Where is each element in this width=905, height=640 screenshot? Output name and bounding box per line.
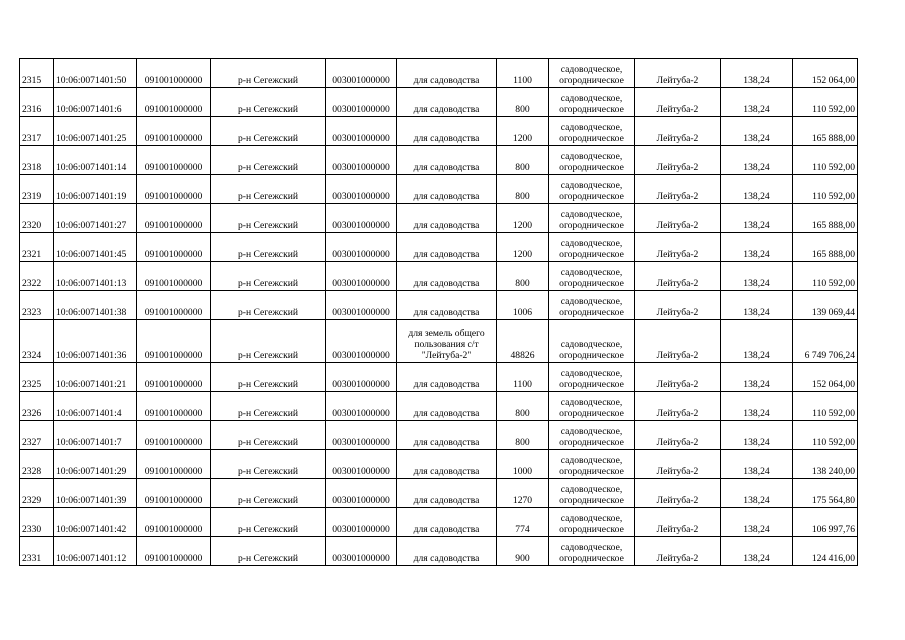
row-number-cell: 2329 — [20, 479, 54, 508]
cadastral-value-cell: 175 564,80 — [793, 479, 858, 508]
table-body — [20, 59, 858, 566]
location-cell: Лейтуба-2 — [635, 479, 721, 508]
row-number-cell: 2318 — [20, 146, 54, 175]
table-row — [20, 117, 858, 146]
okato-code-cell: 091001000000 — [137, 291, 211, 320]
area-cell: 1100 — [497, 59, 549, 88]
district-cell: р-н Сегежский — [211, 421, 326, 450]
permitted-use-cell: для садоводства — [397, 421, 497, 450]
row-number-cell: 2322 — [20, 262, 54, 291]
okato-code-cell: 091001000000 — [137, 233, 211, 262]
permitted-use-cell: для садоводства — [397, 479, 497, 508]
location-cell: Лейтуба-2 — [635, 233, 721, 262]
specific-value-cell: 138,24 — [721, 363, 793, 392]
cadastral-number-cell: 10:06:0071401:6 — [54, 88, 137, 117]
okato-code-cell: 091001000000 — [137, 450, 211, 479]
permitted-use-cell: для садоводства — [397, 262, 497, 291]
specific-value-cell: 138,24 — [721, 175, 793, 204]
okato-code-cell: 091001000000 — [137, 479, 211, 508]
specific-value-cell: 138,24 — [721, 146, 793, 175]
cadastral-number-cell: 10:06:0071401:39 — [54, 479, 137, 508]
area-cell: 774 — [497, 508, 549, 537]
location-cell: Лейтуба-2 — [635, 291, 721, 320]
cadastral-number-cell: 10:06:0071401:36 — [54, 320, 137, 363]
cadastral-number-cell: 10:06:0071401:27 — [54, 204, 137, 233]
area-cell: 800 — [497, 88, 549, 117]
district-cell: р-н Сегежский — [211, 88, 326, 117]
specific-value-cell: 138,24 — [721, 508, 793, 537]
use-type-cell: садоводческое, огородническое — [549, 175, 635, 204]
use-type-cell: садоводческое, огородническое — [549, 262, 635, 291]
location-cell: Лейтуба-2 — [635, 363, 721, 392]
use-type-cell: садоводческое, огородническое — [549, 392, 635, 421]
cadastral-value-cell: 106 997,76 — [793, 508, 858, 537]
category-code-cell: 003001000000 — [326, 363, 397, 392]
cadastral-number-cell: 10:06:0071401:7 — [54, 421, 137, 450]
cadastral-number-cell: 10:06:0071401:19 — [54, 175, 137, 204]
permitted-use-cell: для садоводства — [397, 392, 497, 421]
permitted-use-cell: для садоводства — [397, 146, 497, 175]
table-row — [20, 233, 858, 262]
category-code-cell: 003001000000 — [326, 262, 397, 291]
use-type-cell: садоводческое, огородническое — [549, 59, 635, 88]
cadastral-value-cell: 152 064,00 — [793, 363, 858, 392]
district-cell: р-н Сегежский — [211, 363, 326, 392]
location-cell: Лейтуба-2 — [635, 59, 721, 88]
okato-code-cell: 091001000000 — [137, 88, 211, 117]
category-code-cell: 003001000000 — [326, 204, 397, 233]
okato-code-cell: 091001000000 — [137, 508, 211, 537]
district-cell: р-н Сегежский — [211, 146, 326, 175]
permitted-use-cell: для земель общего пользования с/т "Лейтуба-2" — [397, 320, 497, 363]
location-cell: Лейтуба-2 — [635, 88, 721, 117]
cadastral-value-cell: 165 888,00 — [793, 233, 858, 262]
table-row — [20, 204, 858, 233]
permitted-use-cell: для садоводства — [397, 233, 497, 262]
row-number-cell: 2327 — [20, 421, 54, 450]
location-cell: Лейтуба-2 — [635, 117, 721, 146]
table-row — [20, 291, 858, 320]
category-code-cell: 003001000000 — [326, 450, 397, 479]
permitted-use-cell: для садоводства — [397, 450, 497, 479]
area-cell: 800 — [497, 392, 549, 421]
use-type-cell: садоводческое, огородническое — [549, 88, 635, 117]
row-number-cell: 2317 — [20, 117, 54, 146]
cadastral-value-cell: 110 592,00 — [793, 392, 858, 421]
specific-value-cell: 138,24 — [721, 262, 793, 291]
table-row — [20, 262, 858, 291]
cadastral-value-cell: 152 064,00 — [793, 59, 858, 88]
area-cell: 1200 — [497, 204, 549, 233]
use-type-cell: садоводческое, огородническое — [549, 146, 635, 175]
specific-value-cell: 138,24 — [721, 537, 793, 566]
cadastral-number-cell: 10:06:0071401:50 — [54, 59, 137, 88]
location-cell: Лейтуба-2 — [635, 421, 721, 450]
permitted-use-cell: для садоводства — [397, 117, 497, 146]
district-cell: р-н Сегежский — [211, 204, 326, 233]
location-cell: Лейтуба-2 — [635, 537, 721, 566]
okato-code-cell: 091001000000 — [137, 117, 211, 146]
okato-code-cell: 091001000000 — [137, 320, 211, 363]
table-row — [20, 146, 858, 175]
permitted-use-cell: для садоводства — [397, 59, 497, 88]
use-type-cell: садоводческое, огородническое — [549, 508, 635, 537]
table-row — [20, 59, 858, 88]
okato-code-cell: 091001000000 — [137, 537, 211, 566]
use-type-cell: садоводческое, огородническое — [549, 291, 635, 320]
cadastral-number-cell: 10:06:0071401:42 — [54, 508, 137, 537]
cadastral-number-cell: 10:06:0071401:25 — [54, 117, 137, 146]
table-row — [20, 88, 858, 117]
area-cell: 1000 — [497, 450, 549, 479]
specific-value-cell: 138,24 — [721, 479, 793, 508]
area-cell: 1270 — [497, 479, 549, 508]
cadastral-number-cell: 10:06:0071401:12 — [54, 537, 137, 566]
category-code-cell: 003001000000 — [326, 508, 397, 537]
area-cell: 800 — [497, 175, 549, 204]
district-cell: р-н Сегежский — [211, 450, 326, 479]
row-number-cell: 2316 — [20, 88, 54, 117]
cadastral-value-cell: 124 416,00 — [793, 537, 858, 566]
okato-code-cell: 091001000000 — [137, 363, 211, 392]
specific-value-cell: 138,24 — [721, 117, 793, 146]
table-row — [20, 392, 858, 421]
location-cell: Лейтуба-2 — [635, 508, 721, 537]
cadastral-value-cell: 110 592,00 — [793, 146, 858, 175]
area-cell: 800 — [497, 262, 549, 291]
permitted-use-cell: для садоводства — [397, 88, 497, 117]
permitted-use-cell: для садоводства — [397, 204, 497, 233]
table-row — [20, 450, 858, 479]
location-cell: Лейтуба-2 — [635, 392, 721, 421]
area-cell: 48826 — [497, 320, 549, 363]
specific-value-cell: 138,24 — [721, 320, 793, 363]
okato-code-cell: 091001000000 — [137, 175, 211, 204]
category-code-cell: 003001000000 — [326, 320, 397, 363]
land-parcel-table — [19, 58, 858, 566]
category-code-cell: 003001000000 — [326, 537, 397, 566]
cadastral-value-cell: 110 592,00 — [793, 421, 858, 450]
use-type-cell: садоводческое, огородническое — [549, 320, 635, 363]
area-cell: 900 — [497, 537, 549, 566]
row-number-cell: 2323 — [20, 291, 54, 320]
specific-value-cell: 138,24 — [721, 392, 793, 421]
row-number-cell: 2326 — [20, 392, 54, 421]
okato-code-cell: 091001000000 — [137, 146, 211, 175]
district-cell: р-н Сегежский — [211, 537, 326, 566]
district-cell: р-н Сегежский — [211, 508, 326, 537]
specific-value-cell: 138,24 — [721, 291, 793, 320]
cadastral-number-cell: 10:06:0071401:21 — [54, 363, 137, 392]
cadastral-value-cell: 6 749 706,24 — [793, 320, 858, 363]
permitted-use-cell: для садоводства — [397, 291, 497, 320]
table-row — [20, 421, 858, 450]
cadastral-number-cell: 10:06:0071401:38 — [54, 291, 137, 320]
district-cell: р-н Сегежский — [211, 291, 326, 320]
table-row — [20, 175, 858, 204]
cadastral-number-cell: 10:06:0071401:14 — [54, 146, 137, 175]
row-number-cell: 2315 — [20, 59, 54, 88]
cadastral-number-cell: 10:06:0071401:13 — [54, 262, 137, 291]
cadastral-value-cell: 110 592,00 — [793, 88, 858, 117]
table-row — [20, 537, 858, 566]
cadastral-value-cell: 110 592,00 — [793, 262, 858, 291]
use-type-cell: садоводческое, огородническое — [549, 117, 635, 146]
row-number-cell: 2331 — [20, 537, 54, 566]
specific-value-cell: 138,24 — [721, 59, 793, 88]
use-type-cell: садоводческое, огородническое — [549, 233, 635, 262]
row-number-cell: 2324 — [20, 320, 54, 363]
permitted-use-cell: для садоводства — [397, 363, 497, 392]
district-cell: р-н Сегежский — [211, 233, 326, 262]
area-cell: 1200 — [497, 233, 549, 262]
row-number-cell: 2320 — [20, 204, 54, 233]
okato-code-cell: 091001000000 — [137, 262, 211, 291]
area-cell: 1200 — [497, 117, 549, 146]
district-cell: р-н Сегежский — [211, 392, 326, 421]
category-code-cell: 003001000000 — [326, 291, 397, 320]
area-cell: 800 — [497, 146, 549, 175]
category-code-cell: 003001000000 — [326, 392, 397, 421]
permitted-use-cell: для садоводства — [397, 175, 497, 204]
table-row — [20, 320, 858, 363]
category-code-cell: 003001000000 — [326, 175, 397, 204]
specific-value-cell: 138,24 — [721, 421, 793, 450]
area-cell: 1100 — [497, 363, 549, 392]
location-cell: Лейтуба-2 — [635, 262, 721, 291]
use-type-cell: садоводческое, огородническое — [549, 421, 635, 450]
category-code-cell: 003001000000 — [326, 233, 397, 262]
row-number-cell: 2328 — [20, 450, 54, 479]
district-cell: р-н Сегежский — [211, 117, 326, 146]
cadastral-number-cell: 10:06:0071401:4 — [54, 392, 137, 421]
cadastral-number-cell: 10:06:0071401:29 — [54, 450, 137, 479]
use-type-cell: садоводческое, огородническое — [549, 479, 635, 508]
table-row — [20, 508, 858, 537]
district-cell: р-н Сегежский — [211, 262, 326, 291]
specific-value-cell: 138,24 — [721, 233, 793, 262]
specific-value-cell: 138,24 — [721, 88, 793, 117]
district-cell: р-н Сегежский — [211, 59, 326, 88]
cadastral-value-cell: 165 888,00 — [793, 204, 858, 233]
location-cell: Лейтуба-2 — [635, 450, 721, 479]
specific-value-cell: 138,24 — [721, 204, 793, 233]
specific-value-cell: 138,24 — [721, 450, 793, 479]
location-cell: Лейтуба-2 — [635, 204, 721, 233]
table-row — [20, 479, 858, 508]
cadastral-value-cell: 138 240,00 — [793, 450, 858, 479]
okato-code-cell: 091001000000 — [137, 204, 211, 233]
category-code-cell: 003001000000 — [326, 59, 397, 88]
permitted-use-cell: для садоводства — [397, 537, 497, 566]
cadastral-value-cell: 165 888,00 — [793, 117, 858, 146]
cadastral-number-cell: 10:06:0071401:45 — [54, 233, 137, 262]
area-cell: 800 — [497, 421, 549, 450]
okato-code-cell: 091001000000 — [137, 59, 211, 88]
permitted-use-cell: для садоводства — [397, 508, 497, 537]
location-cell: Лейтуба-2 — [635, 146, 721, 175]
okato-code-cell: 091001000000 — [137, 421, 211, 450]
district-cell: р-н Сегежский — [211, 320, 326, 363]
okato-code-cell: 091001000000 — [137, 392, 211, 421]
row-number-cell: 2330 — [20, 508, 54, 537]
category-code-cell: 003001000000 — [326, 88, 397, 117]
row-number-cell: 2319 — [20, 175, 54, 204]
category-code-cell: 003001000000 — [326, 146, 397, 175]
cadastral-value-cell: 139 069,44 — [793, 291, 858, 320]
district-cell: р-н Сегежский — [211, 479, 326, 508]
category-code-cell: 003001000000 — [326, 421, 397, 450]
row-number-cell: 2325 — [20, 363, 54, 392]
category-code-cell: 003001000000 — [326, 479, 397, 508]
row-number-cell: 2321 — [20, 233, 54, 262]
cadastral-value-cell: 110 592,00 — [793, 175, 858, 204]
use-type-cell: садоводческое, огородническое — [549, 204, 635, 233]
area-cell: 1006 — [497, 291, 549, 320]
use-type-cell: садоводческое, огородническое — [549, 537, 635, 566]
category-code-cell: 003001000000 — [326, 117, 397, 146]
use-type-cell: садоводческое, огородническое — [549, 450, 635, 479]
use-type-cell: садоводческое, огородническое — [549, 363, 635, 392]
location-cell: Лейтуба-2 — [635, 175, 721, 204]
district-cell: р-н Сегежский — [211, 175, 326, 204]
location-cell: Лейтуба-2 — [635, 320, 721, 363]
table-row — [20, 363, 858, 392]
